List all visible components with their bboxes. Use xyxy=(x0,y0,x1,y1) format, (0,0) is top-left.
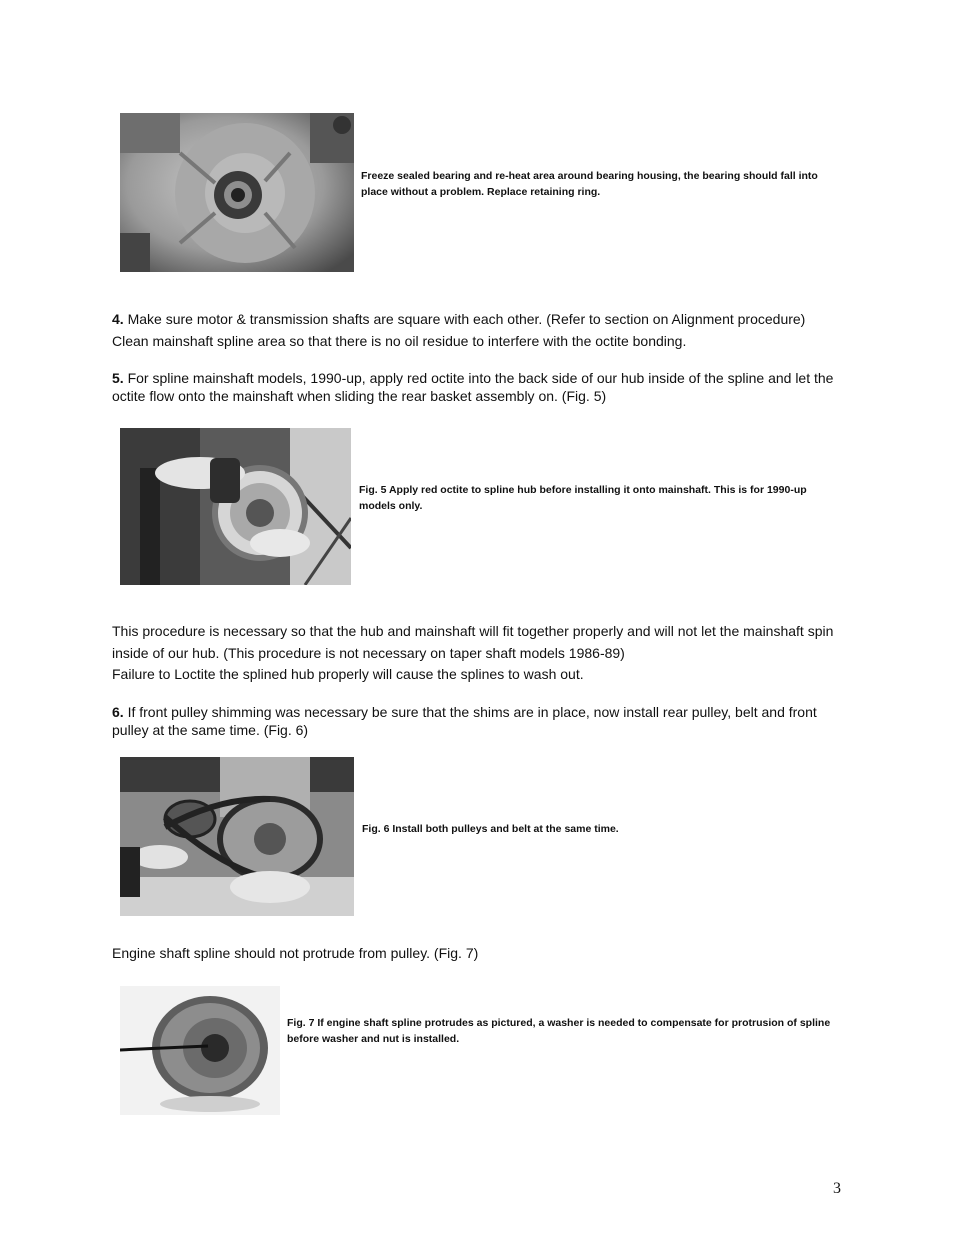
step-6-body: If front pulley shimming was necessary be sure that the shims are in place, now install rear pulley, belt and front pulley at the same time. (Fig. 6) xyxy=(112,704,817,738)
engine-note: Engine shaft spline should not protrude from pulley. (Fig. 7) xyxy=(112,945,479,961)
step-5-body: For spline mainshaft models, 1990-up, apply red octite into the back side of our hub inside of the spline and let the octite flow onto the mainshaft when sliding the rear basket assembly on. (Fig. 5) xyxy=(112,370,834,404)
procedure-warning: Failure to Loctite the splined hub properly will cause the splines to wash out. xyxy=(112,666,584,682)
page-number: 3 xyxy=(833,1180,841,1197)
step-6-number: 6. xyxy=(112,704,124,720)
fig-7-photo xyxy=(120,986,280,1115)
step-4-line-2: Clean mainshaft spline area so that there is no oil residue to interfere with the octite bonding. xyxy=(112,333,687,349)
fig-5-photo xyxy=(120,428,351,585)
figure-caption-fig-5: Fig. 5 Apply red octite to spline hub before installing it onto mainshaft. This is for 1990-up models only. xyxy=(359,484,807,512)
step-4-body: Make sure motor & transmission shafts are square with each other. (Refer to section on Alignment procedure) xyxy=(127,311,806,327)
fig-6-photo xyxy=(120,757,354,916)
step-5-number: 5. xyxy=(112,370,124,386)
step-6-text xyxy=(112,703,847,739)
bearing-housing-photo xyxy=(120,113,354,272)
step-5-text xyxy=(112,369,847,405)
step-4-text xyxy=(112,309,852,330)
step-4-number: 4. xyxy=(112,311,124,327)
procedure-note: This procedure is necessary so that the hub and mainshaft will fit together properly and will not let the mainshaft spin inside of our hub. (This procedure is not necessary on taper shaft models 1986-89) xyxy=(112,623,834,661)
figure-caption-fig-6: Fig. 6 Install both pulleys and belt at the same time. xyxy=(362,823,619,835)
figure-caption-bearing: Freeze sealed bearing and re-heat area around bearing housing, the bearing should fall into place without a problem. Replace retaining ring. xyxy=(361,170,818,198)
figure-caption-fig-7: Fig. 7 If engine shaft spline protrudes as pictured, a washer is needed to compensate for protrusion of spline before washer and nut is installed. xyxy=(287,1017,831,1045)
